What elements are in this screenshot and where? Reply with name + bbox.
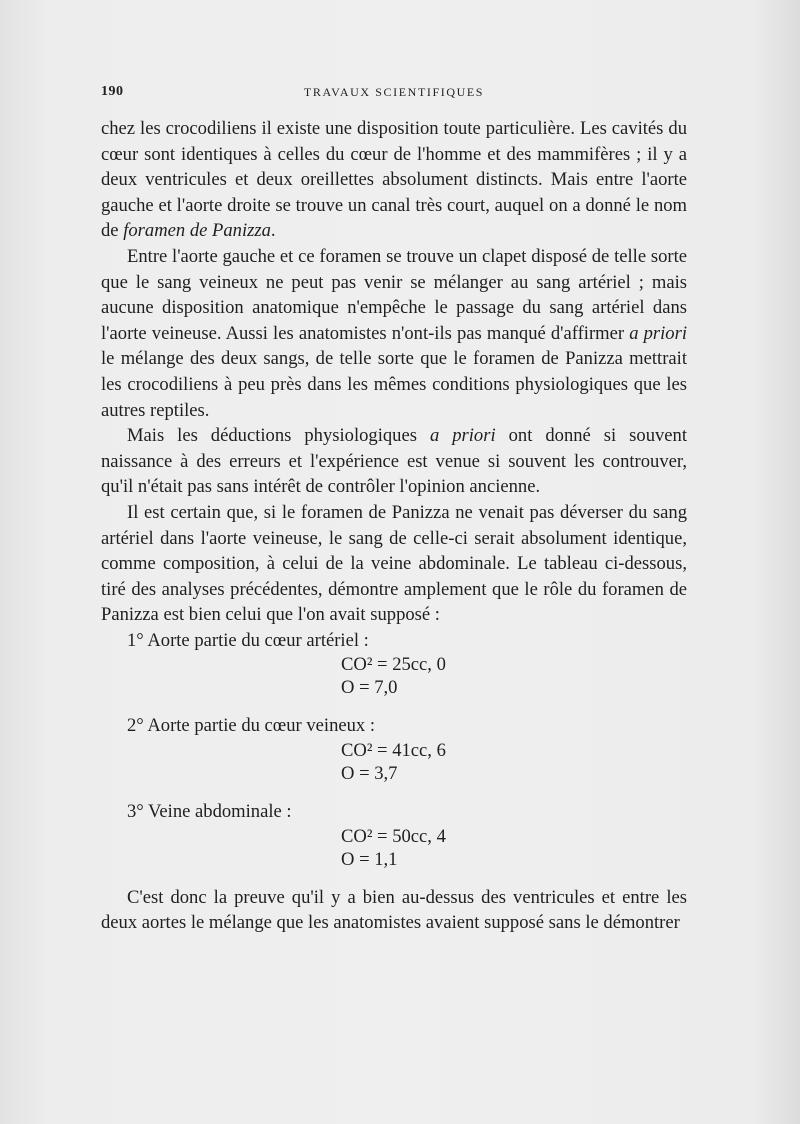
paragraph-1 [101,116,687,244]
italic-term: a priori [629,322,687,344]
co2-value: 50cc, 4 [392,825,446,847]
running-head [101,84,687,104]
paragraph-text: Entre l'aorte gauche et ce foramen se trouve un clapet disposé de telle sorte que le sang veineux ne peut pas venir se mélanger au sang artériel ; mais aucune disposition anatomique n'empêche le passage du sang artériel dans l'aorte veineuse. Aussi les anatomistes n'ont-ils pas manqué d'affirmer [101,245,687,344]
formula-block [101,653,687,699]
paragraph-3 [101,423,687,500]
paragraph-2 [101,244,687,423]
paragraph-4 [101,500,687,628]
closing-paragraph: C'est donc la preuve qu'il y a bien au-dessus des ventricules et entre les deux aortes le mélange que les anatomistes avaient supposé sans le démontrer [101,886,687,934]
co2-label: CO² = [341,654,388,676]
paragraph-text: Il est certain que, si le foramen de Panizza ne venait pas déverser du sang artériel dans l'aorte veineuse, le sang de celle-ci serait absolument identique, comme composition, à celui de la veine abdominale. Le tableau ci-dessous, tiré des analyses précédentes, démontre amplement que le rôle du foramen de Panizza est bien celui que l'on avait supposé : [101,501,687,626]
oxygen-label: O = [341,677,370,699]
oxygen-label: O = [341,848,370,870]
paragraph-text: chez les crocodiliens il existe une disposition toute particulière. Les cavités du cœur sont identiques à celles du cœur de l'homme et des mammifères ; il y a deux ventricules et deux oreillettes absolument distincts. Mais entre l'aorte gauche et l'aorte droite se trouve un canal très court, auquel on a donné le nom de [101,118,687,242]
sample-label: 2° Aorte partie du cœur veineux : [127,715,376,737]
oxygen-formula [341,762,687,785]
co2-value: 25cc, 0 [392,654,446,676]
paragraph-text: le mélange des deux sangs, de telle sorte que le foramen de Panizza mettrait les crocodiliens à peu près dans les mêmes conditions physiologiques que les autres reptiles. [101,348,687,421]
italic-term: a priori [429,425,496,447]
italic-term: foramen de Panizza [123,220,271,242]
oxygen-formula [341,848,687,871]
oxygen-value: 1,1 [374,848,398,870]
co2-formula [341,653,687,676]
co2-formula [341,739,687,762]
sample-label: 1° Aorte partie du cœur artériel : [127,629,369,651]
sample-1 [101,628,687,700]
co2-value: 41cc, 6 [392,740,446,762]
oxygen-value: 3,7 [374,763,398,785]
oxygen-formula [341,676,687,699]
paragraph-text: ont donné si souvent naissance à des erreurs et l'expérience est venue si souvent les controuver, qu'il n'était pas sans intérêt de contrôler l'opinion ancienne. [101,425,688,498]
oxygen-label: O = [341,763,370,785]
sample-3 [101,799,687,871]
sample-label: 3° Veine abdominale : [127,801,292,823]
body-text [101,116,687,936]
paragraph-text: Mais les déductions physiologiques [127,425,430,447]
sample-2 [101,713,687,785]
co2-label: CO² = [341,740,388,762]
co2-formula [341,825,687,848]
co2-label: CO² = [341,825,388,847]
formula-block [101,739,687,785]
oxygen-value: 7,0 [374,677,398,699]
book-title: TRAVAUX SCIENTIFIQUES [303,85,485,99]
formula-block [101,825,687,871]
paragraph-text: . [270,220,276,242]
page-number: 190 [101,84,124,99]
